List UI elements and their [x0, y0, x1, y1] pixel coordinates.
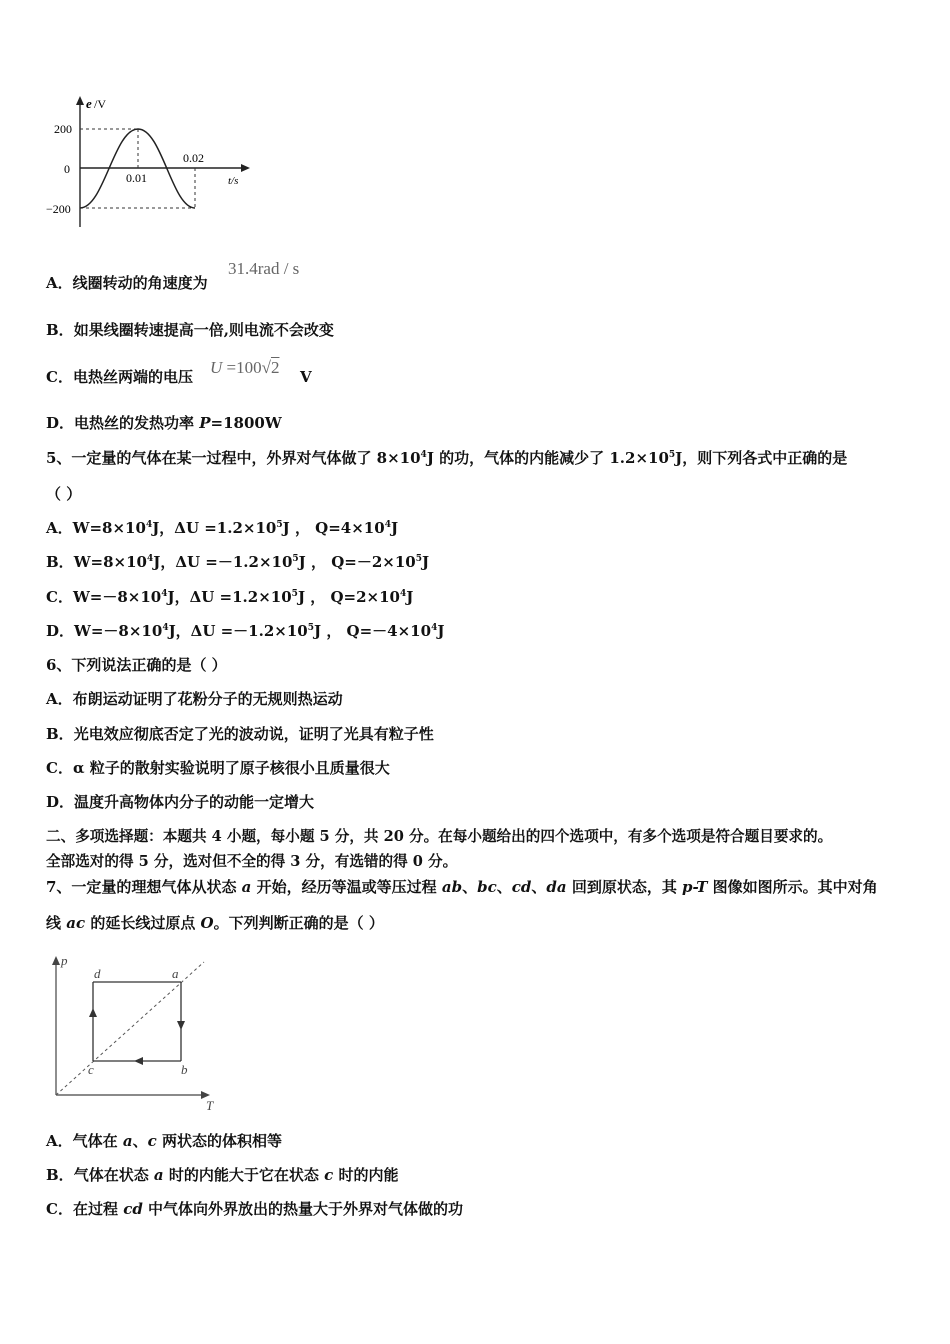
text-fragment: =1800W [210, 414, 282, 432]
text-fragment: J，ΔU =1.2×10 [152, 519, 277, 537]
text-fragment: 。下列判断正确的是（ ） [213, 914, 384, 932]
text-fragment: 4 [400, 589, 407, 599]
text-fragment: 4 [145, 520, 153, 530]
text-fragment: 2 [270, 358, 280, 377]
text-fragment: W=8×10 [72, 519, 146, 537]
text-fragment: 4 [431, 623, 438, 633]
tick-0: 0 [64, 162, 70, 176]
q5-option-b [46, 552, 429, 572]
text-fragment: J，ΔU =－1.2×10 [168, 622, 308, 640]
text-fragment: J ， Q=－2×10 [298, 553, 416, 571]
text-fragment: 图像如图所示。其中对角 [707, 878, 878, 896]
q7-option-a [46, 1131, 282, 1151]
text-fragment: 5 [307, 623, 314, 633]
text-fragment: ac [66, 914, 86, 932]
text-fragment: c [147, 1132, 157, 1150]
text-fragment: B． [46, 553, 74, 571]
text-fragment: J，则下列各式中正确的是 [675, 449, 848, 467]
q5-option-a [46, 518, 398, 538]
arrow-ab [177, 1021, 185, 1030]
q6-option-b [46, 724, 434, 744]
text-fragment: ab [441, 878, 463, 896]
text-fragment: 5 [276, 520, 283, 530]
text-fragment: 、 [531, 878, 547, 896]
q4-option-a-math: 31.4rad / s [228, 259, 300, 278]
text-fragment: cd [511, 878, 532, 896]
section2-line1: 二、多项选择题：本题共 4 小题，每小题 5 分，共 20 分。在每小题给出的四个选项中，有多个选项是符合题目要求的。 [46, 828, 833, 845]
text-fragment: B． [46, 1166, 74, 1184]
text-fragment: C． [46, 368, 73, 386]
text-fragment: 4 [420, 450, 427, 460]
q4-option-d [46, 413, 282, 433]
text-fragment: 回到原状态，其 [566, 878, 683, 896]
q7-option-b [46, 1165, 398, 1185]
text-fragment: a [122, 1132, 133, 1150]
text-fragment: 4 [161, 589, 168, 599]
text-fragment: B． [46, 321, 74, 339]
arrow-cd [89, 1008, 97, 1017]
q7-stem-line2 [46, 913, 384, 933]
q5-stem [46, 448, 847, 468]
text-fragment: 电热丝两端的电压 [72, 368, 193, 386]
text-fragment: J，ΔU =－1.2×10 [153, 553, 293, 571]
text-fragment: 在过程 [72, 1200, 124, 1218]
p-label: p [61, 953, 68, 968]
tick-200: 200 [54, 122, 72, 136]
text-fragment: D． [46, 414, 75, 432]
text-fragment: a [241, 878, 252, 896]
text-fragment: J ， Q=4×10 [282, 519, 385, 537]
text-fragment: 时的内能 [333, 1166, 399, 1184]
text-fragment: C． [46, 1200, 73, 1218]
text-fragment: A． [46, 1132, 73, 1150]
t-label: T [206, 1098, 214, 1113]
x-axis-arrow [241, 164, 250, 172]
text-fragment: 5 [292, 554, 299, 564]
text-fragment: a [153, 1166, 164, 1184]
text-fragment: J [406, 588, 414, 606]
text-fragment: 5 [415, 554, 422, 564]
q4-option-c [46, 367, 193, 387]
q4-option-c-unit: V [300, 368, 312, 386]
q5-option-c [46, 587, 413, 607]
text-fragment: 5、一定量的气体在某一过程中，外界对气体做了 8×10 [46, 449, 421, 467]
y-axis-label: e [86, 96, 92, 111]
q6-stem: 6、下列说法正确的是（ ） [46, 656, 227, 674]
q6-option-d [46, 792, 314, 812]
text-fragment: J ， Q=2×10 [297, 588, 400, 606]
q6-option-a [46, 689, 343, 709]
text-fragment: 开始，经历等温或等压过程 [251, 878, 442, 896]
text-fragment: D． [46, 793, 75, 811]
text-fragment: U [210, 358, 223, 377]
text-fragment: 4 [146, 554, 154, 564]
text-fragment: 线圈转动的角速度为 [72, 274, 208, 292]
text-fragment: 、 [496, 878, 512, 896]
arrow-bc [134, 1057, 143, 1065]
p-t-graph [42, 950, 222, 1116]
text-fragment: 时的内能大于它在状态 [163, 1166, 325, 1184]
text-fragment: J，ΔU =1.2×10 [167, 588, 292, 606]
text-fragment: bc [477, 878, 497, 896]
point-c: c [88, 1062, 94, 1077]
text-fragment: A． [46, 690, 73, 708]
text-fragment: 气体在 [72, 1132, 123, 1150]
q7-stem-line1 [46, 877, 878, 897]
text-fragment: 、 [462, 878, 478, 896]
text-fragment: 两状态的体积相等 [156, 1132, 282, 1150]
y-axis-arrow [76, 96, 84, 105]
x-axis-label: t/s [228, 175, 239, 187]
text-fragment: c [324, 1166, 334, 1184]
text-fragment: C． [46, 759, 73, 777]
q4-option-a [46, 273, 208, 293]
text-fragment: C． [46, 588, 73, 606]
text-fragment: cd [123, 1200, 143, 1218]
text-fragment: P [199, 414, 211, 432]
tick-neg200: −200 [46, 202, 71, 216]
tick-001: 0.01 [126, 171, 147, 185]
text-fragment: J [437, 622, 445, 640]
text-fragment: B． [46, 725, 74, 743]
q5-option-d [46, 621, 444, 641]
point-b: b [181, 1062, 188, 1077]
q7-option-c [46, 1199, 463, 1219]
text-fragment: 中气体向外界放出的热量大于外界对气体做的功 [142, 1200, 464, 1218]
p-axis-arrow [52, 956, 60, 965]
text-fragment: W=－8×10 [74, 622, 163, 640]
q6-option-c [46, 758, 390, 778]
text-fragment: 、 [132, 1132, 148, 1150]
text-fragment: O [200, 914, 214, 932]
text-fragment: 5 [668, 450, 676, 460]
option-label: A． [46, 274, 73, 292]
text-fragment: 的延长线过原点 [85, 914, 201, 932]
text-fragment: 线 [46, 914, 67, 932]
text-fragment: α 粒子的散射实验说明了原子核很小且质量很大 [72, 759, 390, 777]
text-fragment: 如果线圈转速提高一倍,则电流不会改变 [73, 321, 334, 339]
text-fragment: p-T [682, 878, 708, 896]
text-fragment: J [390, 519, 399, 537]
text-fragment: =100 [222, 358, 262, 377]
emf-time-graph [42, 92, 262, 234]
section2-line2: 全部选对的得 5 分，选对但不全的得 3 分，有选错的得 0 分。 [46, 853, 458, 870]
text-fragment: D． [46, 622, 75, 640]
q5-paren: （ ） [46, 485, 82, 503]
text-fragment: 电热丝的发热功率 [74, 414, 200, 432]
y-axis-unit: /V [94, 97, 106, 111]
text-fragment: 温度升高物体内分子的动能一定增大 [74, 793, 315, 811]
sqrt-sign: √ [261, 358, 271, 377]
text-fragment: 4 [162, 623, 169, 633]
text-fragment: J [422, 553, 430, 571]
point-d: d [94, 966, 101, 981]
text-fragment: 光电效应彻底否定了光的波动说，证明了光具有粒子性 [73, 725, 434, 743]
q4-option-c-math [210, 358, 279, 378]
q4-option-b [46, 320, 334, 340]
text-fragment: J 的功，气体的内能减少了 1.2×10 [426, 449, 669, 467]
point-a: a [172, 966, 179, 981]
text-fragment: 7、一定量的理想气体从状态 [46, 878, 242, 896]
text-fragment: W=－8×10 [72, 588, 162, 606]
text-fragment: 布朗运动证明了花粉分子的无规则热运动 [72, 690, 343, 708]
text-fragment: da [546, 878, 567, 896]
text-fragment: 4 [384, 520, 391, 530]
text-fragment: A． [46, 519, 73, 537]
tick-002: 0.02 [183, 151, 204, 165]
text-fragment: W=8×10 [73, 553, 147, 571]
text-fragment: 5 [291, 589, 298, 599]
text-fragment: J ， Q=－4×10 [314, 622, 432, 640]
text-fragment: 气体在状态 [73, 1166, 154, 1184]
